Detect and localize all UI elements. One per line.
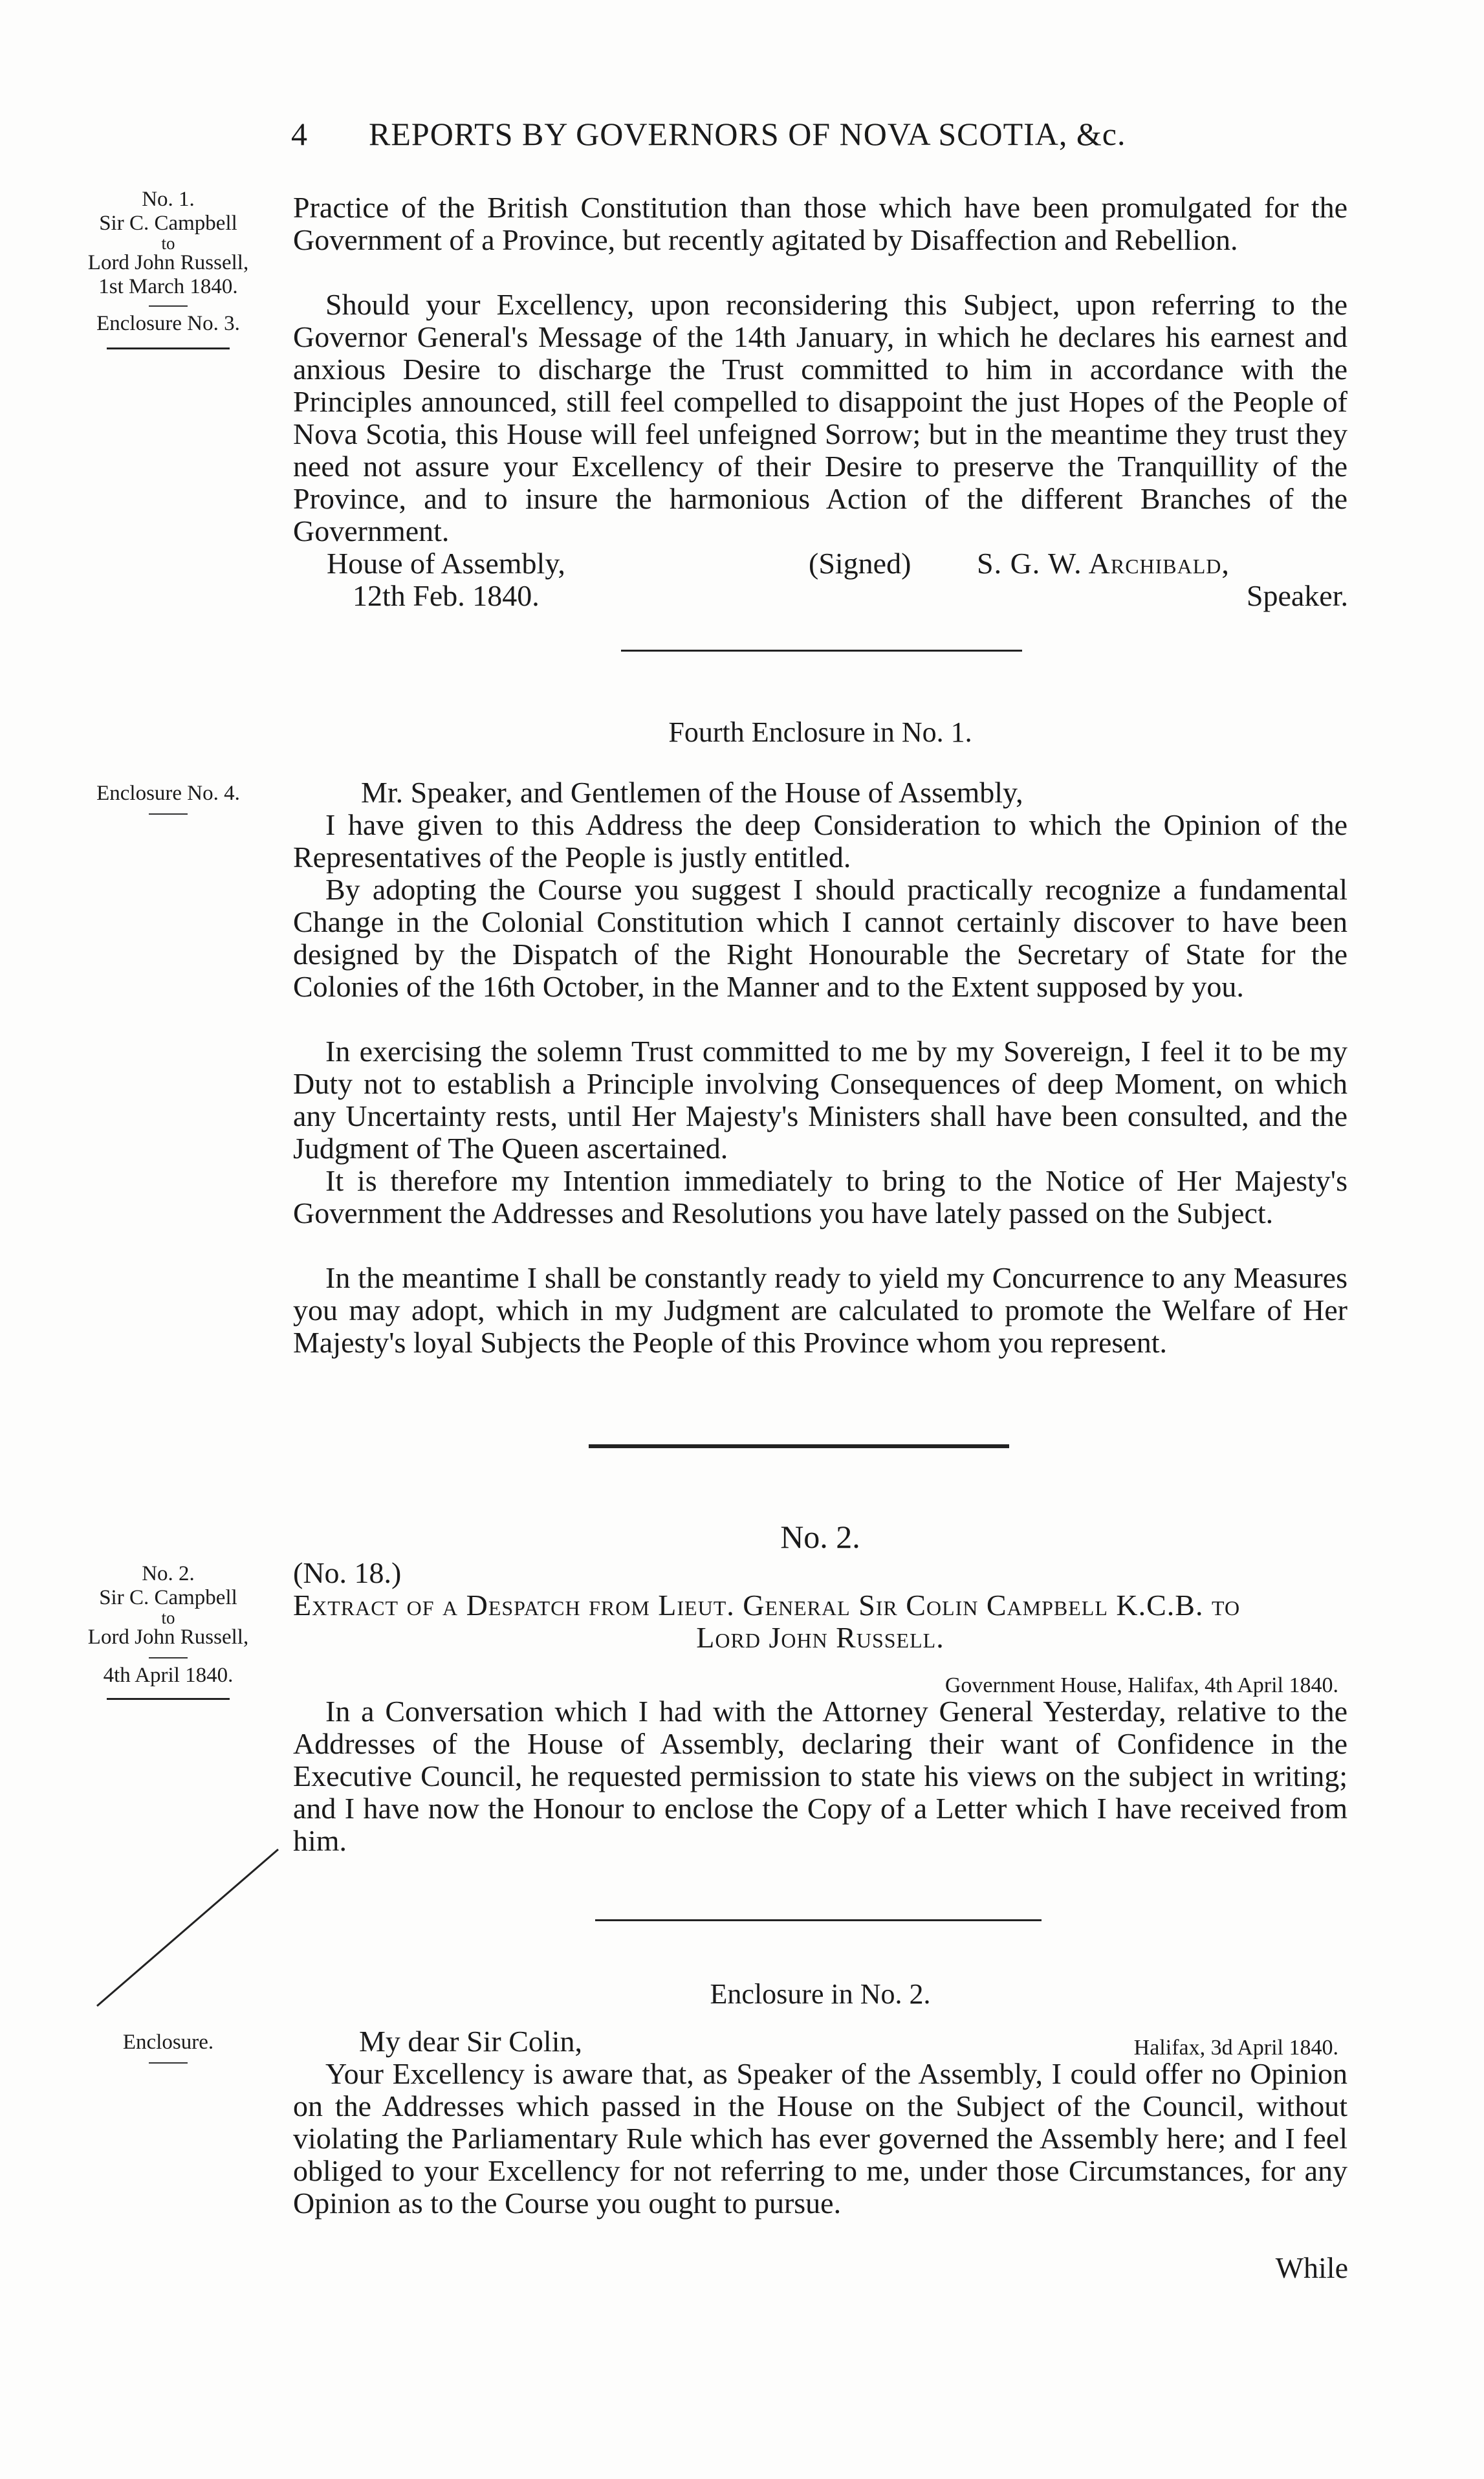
section-divider (621, 650, 1022, 652)
margin-note-number: No. 1. (142, 188, 195, 211)
margin-rule (107, 1698, 230, 1700)
signer-name: S. G. W. Archibald, (977, 547, 1230, 580)
paragraph: Should your Excellency, upon reconsidering this Subject, upon referring to the Governor General's Message of the 14th January, in which he declares his earnest and anxious Desire to discharge the Trust committed to him in accordance with the Principles announced, still feel compelled to disappoint the just Hopes of the People of Nova Scotia, this House will feel unfeigned Sorrow; but in the meantime they trust they need not assure your Excellency of their Desire to preserve the Tranquillity of the Province, and to insure the harmonious Action of the different Branches of the Government. (293, 288, 1348, 547)
paragraph: By adopting the Course you suggest I should practically recognize a fundamental Change in the Colonial Constitution which I cannot certainly discover to have been designed by the Dispatch of the Right Honourable the Secretary of State for the Colonies of the 16th October, in the Manner and to the Extent supposed by you. (293, 873, 1348, 1003)
margin-note-from: Sir C. Campbell (99, 212, 237, 235)
signature-place: House of Assembly, (327, 547, 565, 580)
margin-dash (149, 2062, 188, 2064)
margin-note-label: Enclosure. (122, 2031, 214, 2054)
section-divider (595, 1919, 1042, 1921)
despatch-reference: (No. 18.) (293, 1556, 402, 1589)
paragraph: In the meantime I shall be constantly ready to yield my Concurrence to any Measures you may adopt, which in my Judgment are calculated to promote the Welfare of Her Majesty's loyal Subjects the People of this Province whom you represent. (293, 1261, 1348, 1359)
extract-title-line: Extract of a Despatch from Lieut. General Sir Colin Campbell K.C.B. to (293, 1589, 1241, 1622)
margin-note-date: 4th April 1840. (103, 1664, 234, 1687)
catchword: While (1275, 2251, 1348, 2284)
page-number: 4 (291, 116, 308, 152)
margin-dash (149, 813, 188, 815)
margin-note-enclosure: Enclosure No. 3. (96, 312, 240, 335)
section-divider-thick (589, 1444, 1009, 1448)
signature-date: 12th Feb. 1840. (353, 579, 540, 612)
margin-note-to: to (161, 1608, 175, 1627)
section-heading: No. 2. (780, 1519, 860, 1555)
margin-note-to: to (161, 234, 175, 253)
running-header (291, 115, 1359, 153)
salutation: Mr. Speaker, and Gentlemen of the House of Assembly, (361, 776, 1023, 809)
section-heading: Fourth Enclosure in No. 1. (668, 716, 972, 748)
dateline: Halifax, 3d April 1840. (1133, 2036, 1338, 2060)
page-title: REPORTS BY GOVERNORS OF NOVA SCOTIA, &c. (369, 116, 1126, 152)
paragraph: Your Excellency is aware that, as Speaker of the Assembly, I could offer no Opinion on the Addresses which passed in the House on the Subject of the Council, without violating the Parliamentary Rule which has ever governed the Assembly here; and I feel obliged to your Excellency for not referring to me, under those Circumstances, for any Opinion as to the Course you ought to pursue. (293, 2057, 1348, 2220)
margin-dash (149, 1657, 188, 1658)
extract-recipient-line: Lord John Russell. (696, 1621, 944, 1654)
paragraph: Practice of the British Constitution than those which have been promulgated for the Government of a Province, but recently agitated by Disaffection and Rebellion. (293, 191, 1348, 256)
margin-note-number: No. 2. (142, 1562, 195, 1585)
margin-note-enclosure (61, 2031, 275, 2064)
paragraph: In a Conversation which I had with the Attorney General Yesterday, relative to the Addresses of the House of Assembly, declaring their want of Confidence in the Executive Council, he requested permission to state his views on the subject in writing; and I have now the Honour to enclose the Copy of a Letter which I have received from him. (293, 1695, 1348, 1857)
margin-rule (107, 347, 230, 349)
margin-note-enclosure4 (61, 782, 275, 815)
margin-note-recipient: Lord John Russell, (87, 251, 249, 274)
salutation: My dear Sir Colin, (359, 2025, 582, 2058)
margin-note-from: Sir C. Campbell (99, 1586, 237, 1609)
margin-note-no2 (61, 1562, 275, 1700)
margin-dash (149, 305, 188, 307)
dateline: Government House, Halifax, 4th April 1840. (944, 1673, 1338, 1697)
margin-note-no1 (61, 188, 275, 349)
paragraph: I have given to this Address the deep Consideration to which the Opinion of the Representatives of the People is justly entitled. (293, 808, 1348, 874)
paragraph: It is therefore my Intention immediately to bring to the Notice of Her Majesty's Government the Addresses and Resolutions you have lately passed on the Subject. (293, 1164, 1348, 1229)
margin-stroke-decoration (91, 1844, 285, 2012)
signed-label: (Signed) (809, 547, 911, 580)
margin-note-recipient: Lord John Russell, (87, 1625, 249, 1649)
margin-note-date: 1st March 1840. (98, 275, 238, 298)
margin-note-label: Enclosure No. 4. (96, 782, 240, 805)
signer-title: Speaker. (1246, 579, 1348, 612)
section-heading: Enclosure in No. 2. (710, 1978, 931, 2010)
paragraph: In exercising the solemn Trust committed to me by my Sovereign, I feel it to be my Duty not to establish a Principle involving Consequences of deep Moment, on which any Uncertainty rests, until Her Majesty's Ministers shall have been consulted, and the Judgment of The Queen ascertained. (293, 1035, 1348, 1165)
